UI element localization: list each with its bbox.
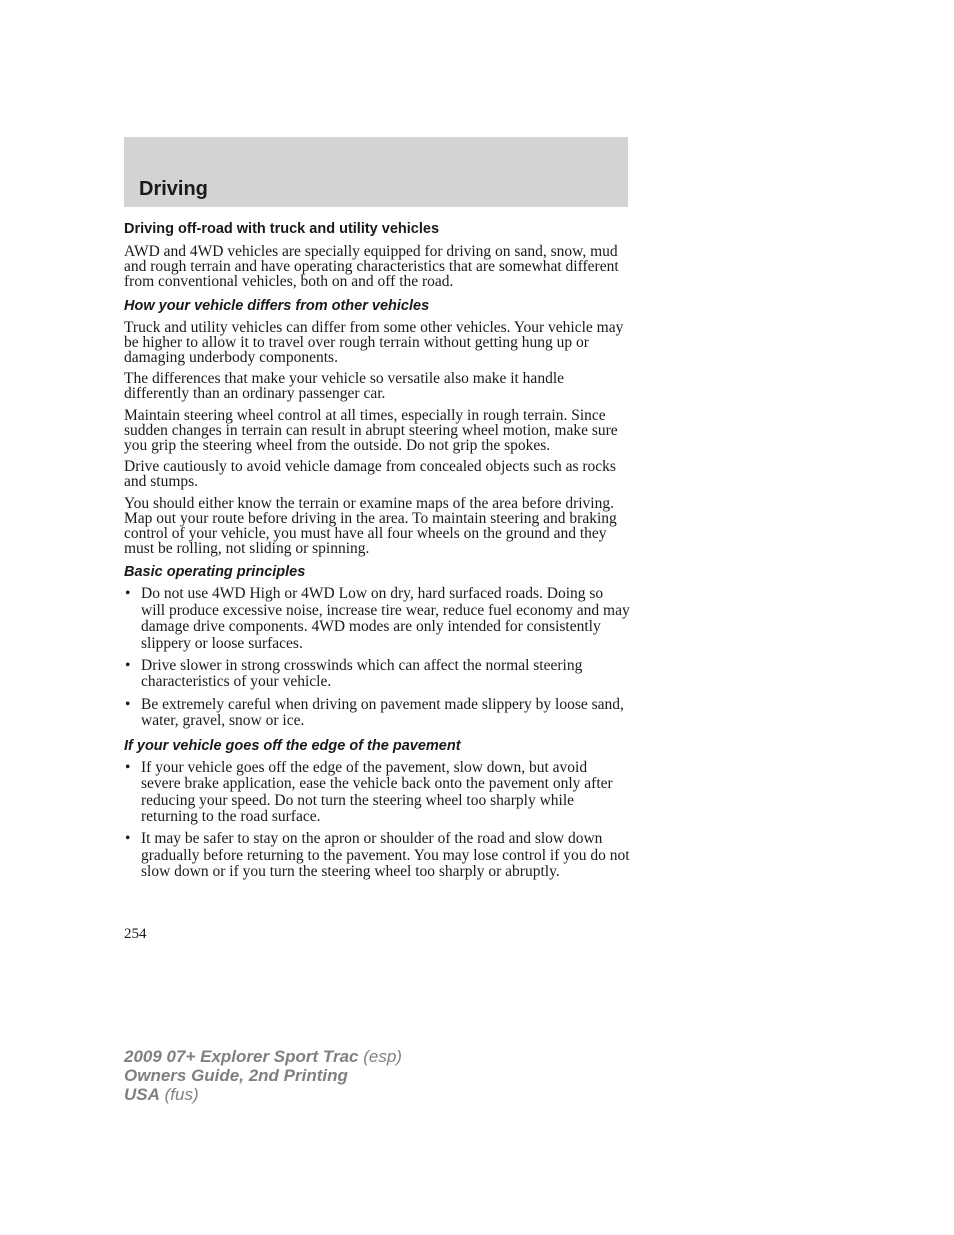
section-title: Driving off-road with truck and utility vehicles <box>124 221 440 237</box>
bullet-list-pavement <box>124 760 630 881</box>
paragraph: Maintain steering wheel control at all times, especially in rough terrain. Since sudden changes in terrain can result in abrupt steering wheel motion, make sure you grip the steering wheel from the outside. Do not grip the spokes. <box>124 406 618 455</box>
footer-line-1 <box>124 1047 402 1066</box>
paragraph: The differences that make your vehicle so versatile also make it handle differently than an ordinary passenger car. <box>124 370 565 403</box>
list-item-text: It may be safer to stay on the apron or shoulder of the road and slow down gradually before returning to the pavement. You may lose control if you do not slow down or if you turn the steering wheel too sharply or abruptly. <box>141 830 630 881</box>
footer-model: 2009 07+ Explorer Sport Trac <box>124 1047 359 1066</box>
section-header-title: Driving <box>139 178 208 200</box>
list-item <box>124 831 630 880</box>
page-number: 254 <box>124 926 147 942</box>
subsection-title-basic: Basic operating principles <box>124 564 306 581</box>
bullet-icon: • <box>125 657 131 675</box>
page-content <box>124 221 630 887</box>
paragraph: Truck and utility vehicles can differ from some other vehicles. Your vehicle may be higher to allow it to travel over rough terrain without getting hung up or damaging underbody components. <box>124 318 624 367</box>
bullet-icon: • <box>125 758 131 776</box>
bullet-list-basic <box>124 586 630 729</box>
footer-line-3 <box>124 1085 402 1104</box>
section-header-band <box>124 137 628 207</box>
subsection-title-differs: How your vehicle differs from other vehicles <box>124 297 430 314</box>
footer-line-2 <box>124 1066 402 1085</box>
list-item-text: If your vehicle goes off the edge of the pavement, slow down, but avoid severe brake application, ease the vehicle back onto the pavement only after reducing your speed. Do not turn the steering wheel too sharply while returning to the road surface. <box>141 758 613 825</box>
footer-edition: Owners Guide, 2nd Printing <box>124 1066 348 1085</box>
list-item <box>124 697 630 730</box>
list-item-text: Do not use 4WD High or 4WD Low on dry, hard surfaced roads. Doing so will produce excessive noise, increase tire wear, reduce fuel economy and may damage drive components. 4WD modes are only intended for consistently slippery or loose surfaces. <box>141 585 630 652</box>
bullet-icon: • <box>125 585 131 603</box>
list-item-text: Drive slower in strong crosswinds which can affect the normal steering characteristics of your vehicle. <box>141 657 583 691</box>
bullet-icon: • <box>125 695 131 713</box>
intro-paragraph: AWD and 4WD vehicles are specially equipped for driving on sand, snow, mud and rough terrain and have operating characteristics that are somewhat different from conventional vehicles, both on and off the road. <box>124 243 619 291</box>
subsection-title-pavement: If your vehicle goes off the edge of the pavement <box>124 737 461 754</box>
footer-market-code: (fus) <box>159 1085 199 1104</box>
bullet-icon: • <box>125 830 131 848</box>
paragraph: You should either know the terrain or examine maps of the area before driving. Map out your route before driving in the area. To maintain steering and braking control of your vehicle, you must have all four wheels on the ground and they must be rolling, not sliding or spinning. <box>124 494 617 558</box>
document-footer <box>124 1047 402 1104</box>
list-item <box>124 586 630 652</box>
footer-model-code: (esp) <box>358 1047 402 1066</box>
paragraph: Drive cautiously to avoid vehicle damage from concealed objects such as rocks and stumps. <box>124 458 616 491</box>
list-item <box>124 760 630 826</box>
list-item <box>124 658 630 691</box>
list-item-text: Be extremely careful when driving on pavement made slippery by loose sand, water, gravel, snow or ice. <box>141 695 624 730</box>
footer-market: USA <box>124 1085 160 1104</box>
